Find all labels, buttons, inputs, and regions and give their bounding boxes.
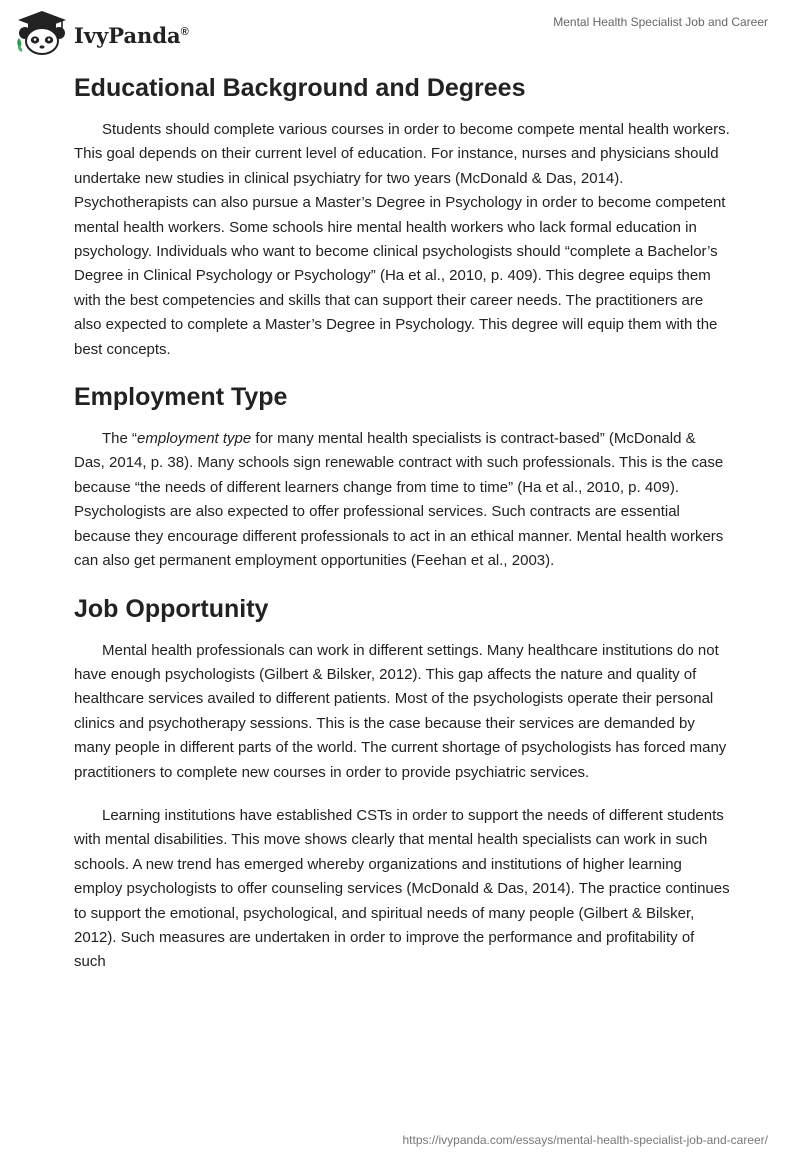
registered-mark: ® [180,25,189,38]
paragraph-text: The “ [102,430,138,448]
brand-text: IvyPanda [74,22,181,48]
ivypanda-logo[interactable] [14,8,189,56]
essay-content [74,72,730,994]
paragraph-text: for many mental health specialists is contract-based” (McDonald & Das, 2014, p. 38). Many schools sign renewable contract with such professionals. This is the case because “the needs of different learners change from time to time” (Ha et al., 2010, p. 409). Psychologists are also expected to offer professional services. Such contracts are essential because they encourage different professionals to act in an ethical manner. Mental health workers can also get permanent employment opportunities (Feehan et al., 2003). [74,430,724,570]
panda-logo-icon [14,8,70,56]
source-url[interactable]: https://ivypanda.com/essays/mental-health-specialist-job-and-career/ [402,1133,768,1147]
brand-name [74,23,189,48]
section-heading: Job Opportunity [74,594,269,623]
emphasis-text: employment type [137,430,252,448]
paragraph: Students should complete various courses in order to become compete mental health workers. This goal depends on their current level of education. For instance, nurses and physicians should undertake new studies in clinical psychiatry for two years (McDonald & Das, 2014). Psychotherapists can also pursue a Master’s Degree in Psychology in order to become competent mental health workers. Some schools hire mental health workers who lack formal education in psychology. Individuals who want to become clinical psychologists should “complete a Bachelor’s Degree in Clinical Psychology or Psychology” (Ha et al., 2010, p. 409). This degree equips them with the best competencies and skills that can support their career needs. The practitioners are also expected to complete a Master’s Degree in Psychology. This degree will equip them with the best concepts. [74,121,730,358]
section-heading: Employment Type [74,383,288,412]
section-heading: Educational Background and Degrees [74,74,526,102]
page-header [0,0,800,60]
paragraph [74,427,730,573]
document-title: Mental Health Specialist Job and Career [553,15,768,29]
paragraph: Mental health professionals can work in different settings. Many healthcare institutions do not have enough psychologists (Gilbert & Bilsker, 2012). This gap affects the nature and quality of healthcare services availed to different patients. Most of the psychologists operate their personal clinics and psychotherapy sessions. This is the case because their services are demanded by many people in different parts of the world. The current shortage of psychologists has forced many practitioners to complete new courses in order to provide psychiatric services. [74,641,727,781]
paragraph: Learning institutions have established CSTs in order to support the needs of different students with mental disabilities. This move shows clearly that mental health specialists can work in such schools. A new trend has emerged whereby organizations and institutions of higher learning employ psychologists to offer counseling services (McDonald & Das, 2014). The practice continues to support the emotional, psychological, and spiritual needs of many people (Gilbert & Bilsker, 2012). Such measures are undertaken in order to improve the performance and profitability of such [74,806,730,971]
